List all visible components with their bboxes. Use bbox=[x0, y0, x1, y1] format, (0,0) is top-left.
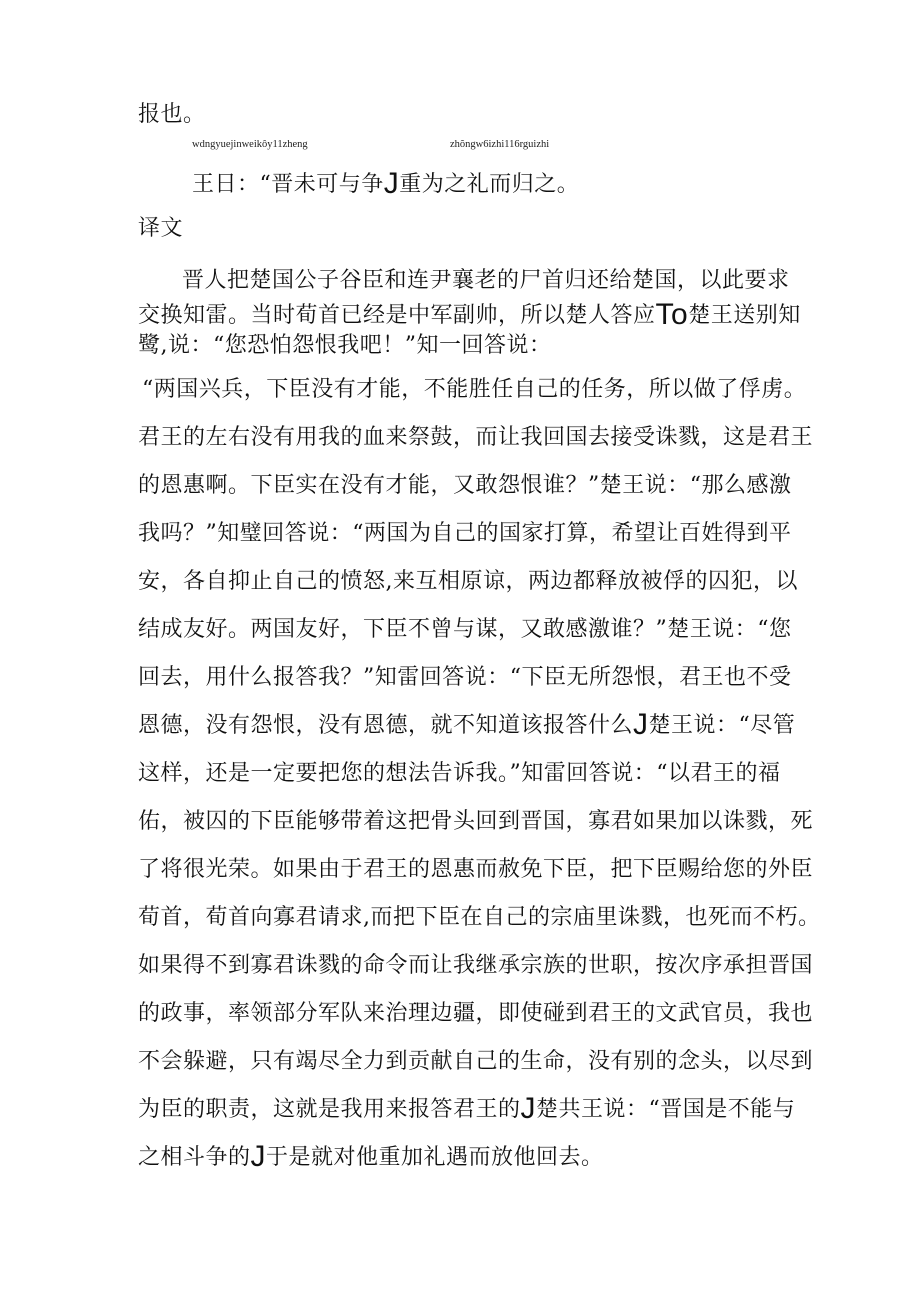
top-line: 报也。 bbox=[138, 102, 206, 127]
para1-line2 bbox=[138, 298, 801, 331]
para1-line3: 鹭,说：“您恐怕怨恨我吧！”知一回答说： bbox=[138, 333, 552, 358]
para2-line: 回去，用什么报答我？”知雷回答说：“下臣无所怨恨，君王也不受 bbox=[138, 665, 792, 690]
para2-line bbox=[138, 1140, 604, 1173]
para2-line bbox=[138, 1092, 796, 1125]
para2-line: “两国兴兵，下臣没有才能，不能胜任自己的任务，所以做了俘虏。 bbox=[142, 377, 807, 402]
para2-line: 这样，还是一定要把您的想法告诉我。”知雷回答说：“以君王的福 bbox=[138, 761, 781, 786]
para2-line-before: 恩德，没有怨恨，没有恩德，就不知道该报答什么 bbox=[138, 713, 634, 738]
para2-line-mark: J bbox=[250, 1140, 267, 1173]
para2-line: 不会躲避，只有竭尽全力到贡献自己的生命，没有别的念头，以尽到 bbox=[138, 1049, 814, 1074]
para2-line: 安，各自抑止自己的愤怒,来互相原谅，两边都释放被俘的囚犯，以 bbox=[138, 569, 798, 594]
para2-line-mark: J bbox=[633, 708, 649, 741]
king-line-before: 王日：“晋未可与争 bbox=[192, 172, 384, 197]
pinyin-left: wdngyuejinweikôy11zheng bbox=[192, 139, 308, 150]
para2-line-before: 为臣的职责，这就是我用来报答君王的 bbox=[138, 1097, 521, 1122]
para1-line2-before: 交换知雷。当时荀首已经是中军副帅，所以楚人答应 bbox=[138, 303, 656, 328]
para2-line: 君王的左右没有用我的血来祭鼓，而让我回国去接受诛戮，这是君王 bbox=[138, 425, 814, 450]
para1-line2-mark: To bbox=[655, 298, 689, 331]
para2-line: 如果得不到寡君诛戮的命令而让我继承宗族的世职，按次序承担晋国 bbox=[138, 953, 814, 978]
section-heading: 译文 bbox=[138, 216, 184, 241]
para2-line-after: 楚王说：“尽管 bbox=[648, 713, 796, 738]
para2-line: 的政事，率领部分军队来治理边疆，即使碰到君王的文武官员，我也 bbox=[138, 1001, 814, 1026]
king-line-mark: J bbox=[383, 167, 400, 200]
para2-line: 的恩惠啊。下臣实在没有才能，又敢怨恨谁？”楚王说：“那么感激 bbox=[138, 473, 792, 498]
para2-line-after: 楚共王说：“晋国是不能与 bbox=[536, 1097, 796, 1122]
para1-line1: 晋人把楚国公子谷臣和连尹襄老的尸首归还给楚国，以此要求 bbox=[182, 268, 790, 293]
para2-line-after: 于是就对他重加礼遇而放他回去。 bbox=[266, 1145, 604, 1170]
para1-line2-after: 楚王送别知 bbox=[688, 303, 801, 328]
para2-line-mark: J bbox=[520, 1092, 537, 1125]
king-line-after: 重为之礼而归之。 bbox=[399, 172, 580, 197]
para2-line-before: 之相斗争的 bbox=[138, 1145, 251, 1170]
pinyin-right: zhõngw6izhi116rguizhi bbox=[450, 139, 550, 150]
para2-line: 荀首，荀首向寡君请求,而把下臣在自己的宗庙里诛戮，也死而不朽。 bbox=[138, 905, 821, 930]
para2-line bbox=[138, 708, 796, 741]
para2-line: 了将很光荣。如果由于君王的恩惠而赦免下臣，把下臣赐给您的外臣 bbox=[138, 857, 814, 882]
para2-line: 结成友好。两国友好，下臣不曾与谋，又敢感激谁？”楚王说：“您 bbox=[138, 617, 792, 642]
para2-line: 我吗？”知璧回答说：“两国为自己的国家打算，希望让百姓得到平 bbox=[138, 521, 792, 546]
para2-line: 佑，被囚的下臣能够带着这把骨头回到晋国，寡君如果加以诛戮，死 bbox=[138, 809, 814, 834]
king-line bbox=[192, 167, 580, 200]
